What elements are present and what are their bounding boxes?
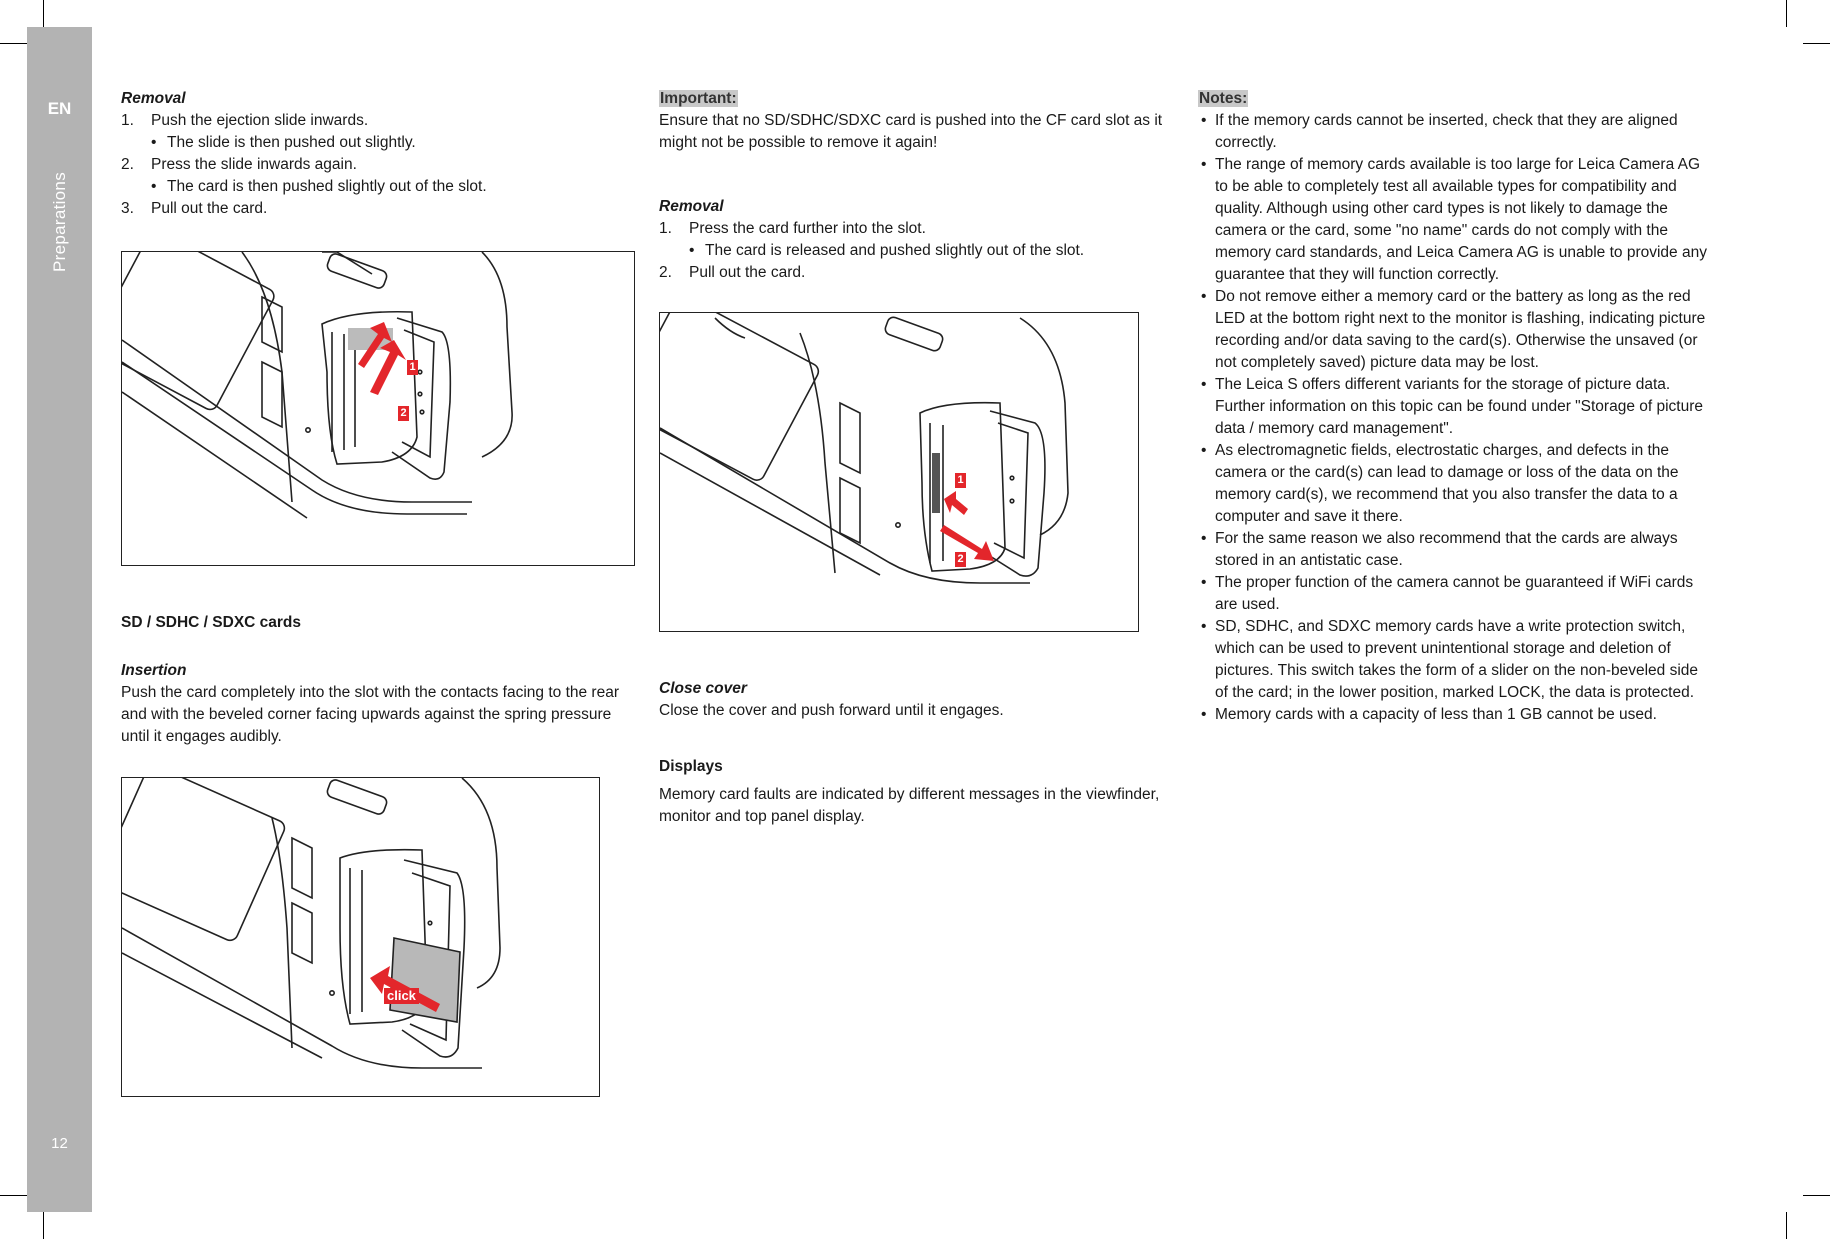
list-item: • The card is then pushed slightly out of the slot. [151, 178, 487, 195]
column-2 [659, 88, 1169, 284]
language-label: EN [47, 99, 72, 118]
list-item: • The proper function of the camera cannot be guaranteed if WiFi cards are used. [1201, 574, 1694, 613]
list-item: 2. Press the slide inwards again. [121, 156, 357, 173]
list-item: • Do not remove either a memory card or the battery as long as the red LED at the bottom right next to the monitor is flashing, indicating picture recording and/or data saving to the card(s). Otherwise the unsaved (or not completely saved) picture data may be lost. [1201, 288, 1706, 371]
list-item: • The range of memory cards available is too large for Leica Camera AG to be able to completely test all available types for compatibility and quality. Although using other card types is not likely to damage the camera or the card, some "no name" cards do not comply with the memory card standards, and Leica Camera AG is unable to provide any guarantee that they will function correctly. [1201, 156, 1707, 283]
crop-mark [0, 1195, 27, 1196]
arrow-overlay [122, 778, 599, 1096]
list-item: 3. Pull out the card. [121, 200, 268, 217]
column-1-lower [121, 612, 631, 748]
list-item: • SD, SDHC, and SDXC memory cards have a write protection switch, which can be used to prevent unintentional storage and deletion of pictures. This switch takes the form of a slider on the non-beveled side of the card; in the lower position, marked LOCK, the data is protected. [1201, 618, 1699, 701]
insertion-heading: Insertion [121, 662, 187, 679]
insertion-text: Push the card completely into the slot with the contacts facing to the rear and with the beveled corner facing upwards against the spring pressure until it engages audibly. [121, 684, 619, 745]
removal-heading: Removal [659, 198, 724, 215]
close-cover-heading: Close cover [659, 680, 747, 697]
click-label: click [384, 988, 419, 1004]
step-badge-2: 2 [955, 552, 966, 567]
displays-text: Memory card faults are indicated by different messages in the viewfinder, monitor and top panel display. [659, 786, 1160, 825]
list-item: • The card is released and pushed slightly out of the slot. [689, 242, 1085, 259]
crop-mark [1803, 1195, 1830, 1196]
crop-mark [1786, 1212, 1787, 1239]
arrow-1-icon [944, 491, 968, 515]
figure-card-insertion [121, 777, 600, 1097]
list-item: 1. Press the card further into the slot. [659, 220, 926, 237]
arrow-overlay [660, 313, 1138, 631]
displays-heading: Displays [659, 758, 723, 775]
list-item: • For the same reason we also recommend that the cards are always stored in an antistatic case. [1201, 530, 1678, 569]
list-item: • The Leica S offers different variants for the storage of picture data. Further information on this topic can be found under "Storage of picture data / memory card management". [1201, 376, 1704, 437]
arrow-2-icon [940, 525, 994, 561]
figure-card-removal-1 [121, 251, 635, 566]
list-item: • The slide is then pushed out slightly. [151, 134, 416, 151]
list-item: • If the memory cards cannot be inserted, check that they are aligned correctly. [1201, 112, 1678, 151]
list-item: 2. Pull out the card. [659, 264, 806, 281]
arrow-overlay [122, 252, 634, 565]
important-text: Ensure that no SD/SDHC/SDXC card is pushed into the CF card slot as it might not be possible to remove it again! [659, 112, 1163, 151]
important-label: Important: [660, 90, 737, 107]
section-label: Preparations [50, 172, 69, 272]
page-number: 12 [51, 1135, 68, 1152]
crop-mark [1803, 43, 1830, 44]
crop-mark [43, 1212, 44, 1239]
notes-label: Notes: [1199, 90, 1248, 107]
column-3 [1198, 88, 1712, 726]
removal-heading: Removal [121, 90, 186, 107]
step-badge-1: 1 [955, 473, 966, 488]
sidebar [27, 27, 92, 1212]
crop-mark [43, 0, 44, 27]
column-1 [121, 88, 631, 220]
figure-card-removal-2 [659, 312, 1139, 632]
list-item: • As electromagnetic fields, electrostatic charges, and defects in the camera or the card(s) can lead to damage or loss of the data on the memory card(s), we recommend that you also transfer the data to a computer and save it there. [1201, 442, 1679, 525]
list-item: • Memory cards with a capacity of less than 1 GB cannot be used. [1201, 706, 1657, 723]
list-item: 1. Push the ejection slide inwards. [121, 112, 369, 129]
close-cover-text: Close the cover and push forward until it engages. [659, 702, 1004, 719]
column-2-lower [659, 678, 1179, 828]
step-badge-1: 1 [407, 360, 418, 375]
crop-mark [0, 43, 27, 44]
crop-mark [1786, 0, 1787, 27]
sd-cards-heading: SD / SDHC / SDXC cards [121, 614, 302, 631]
step-badge-2: 2 [398, 406, 409, 421]
